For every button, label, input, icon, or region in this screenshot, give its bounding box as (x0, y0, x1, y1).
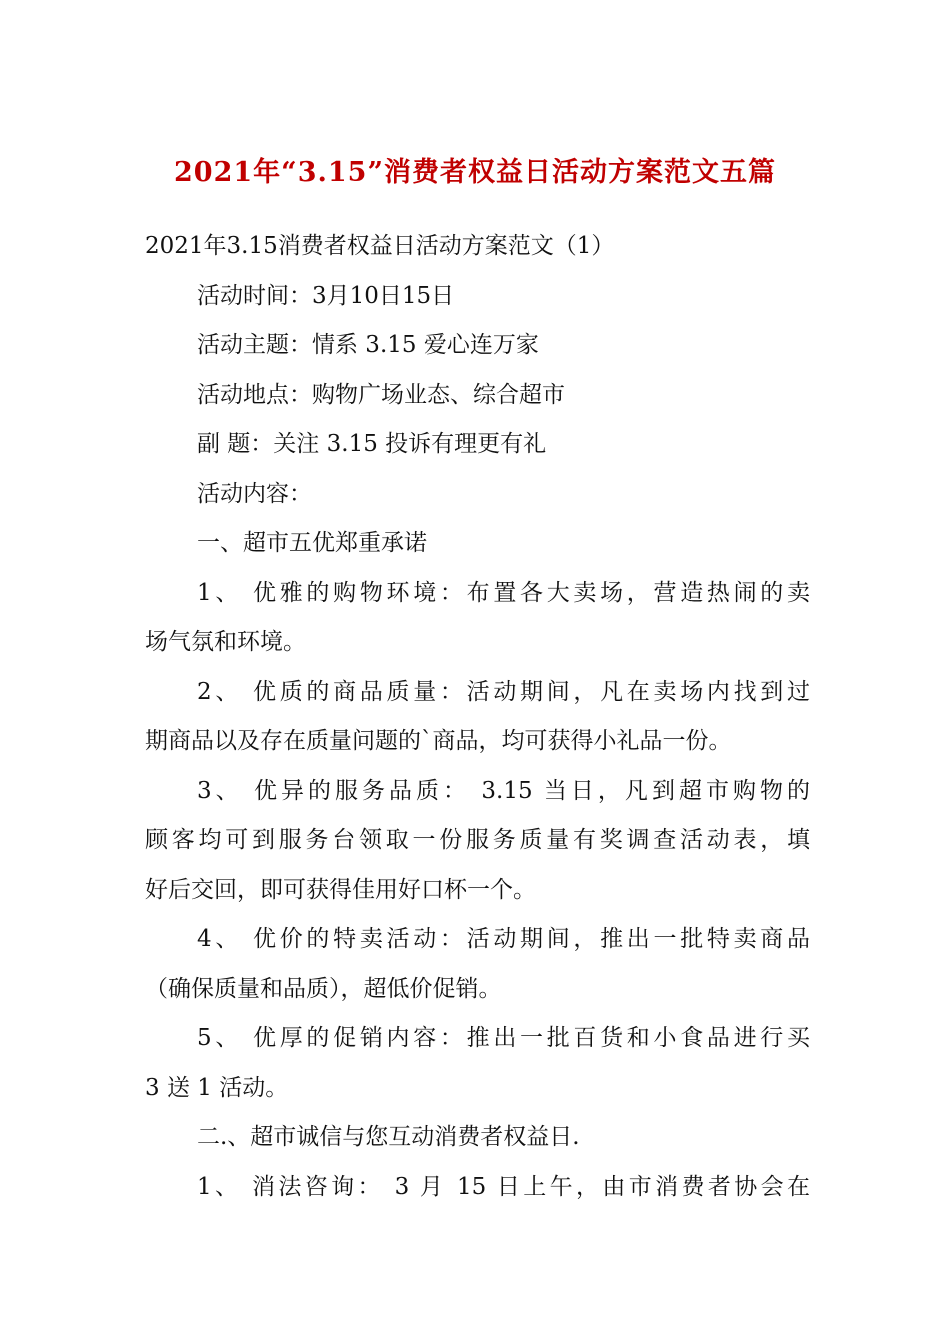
part1-item5-line2: 3 送 1 活动。 (145, 1074, 289, 1101)
part1-item1-line1: 1、 优雅的购物环境：布置各大卖场，营造热闹的卖 (197, 579, 810, 606)
part1-item5-line1: 5、 优厚的促销内容：推出一批百货和小食品进行买 (197, 1025, 810, 1051)
part2-item1-line1: 1、 消法咨询： 3 月 15 日上午，由市消费者协会在 (197, 1173, 810, 1200)
activity-subtitle: 副 题：关注 3.15 投诉有理更有礼 (197, 431, 547, 457)
part1-item1-line2: 场气氛和环境。 (145, 629, 306, 655)
part1-item2-line1: 2、 优质的商品质量：活动期间，凡在卖场内找到过 (197, 678, 810, 705)
part1-item2-line2: 期商品以及存在质量问题的`商品，均可获得小礼品一份。 (145, 728, 732, 754)
part1-item3-line2: 顾客均可到服务台领取一份服务质量有奖调查活动表，填 (145, 827, 810, 853)
part1-item3-line3: 好后交回，即可获得佳用好口杯一个。 (145, 876, 536, 903)
part2-heading: 二.、超市诚信与您互动消费者权益日. (197, 1124, 580, 1150)
part1-item4-line1: 4、 优价的特卖活动：活动期间，推出一批特卖商品 (197, 926, 810, 952)
part1-heading: 一、超市五优郑重承诺 (197, 530, 427, 556)
part1-item3-line1: 3、 优异的服务品质： 3.15 当日，凡到超市购物的 (197, 777, 810, 804)
document-title: 2021年“3.15”消费者权益日活动方案范文五篇 (174, 157, 776, 188)
activity-time: 活动时间：3月10日15日 (197, 282, 455, 309)
part1-item4-line2: （确保质量和品质），超低价促销。 (145, 975, 502, 1002)
activity-location: 活动地点：购物广场业态、综合超市 (197, 381, 565, 408)
document-body (145, 222, 810, 1212)
activity-content-label: 活动内容： (197, 480, 312, 507)
activity-theme: 活动主题：情系 3.15 爱心连万家 (197, 332, 539, 358)
section-heading: 2021年3.15消费者权益日活动方案范文（1） (145, 233, 615, 259)
